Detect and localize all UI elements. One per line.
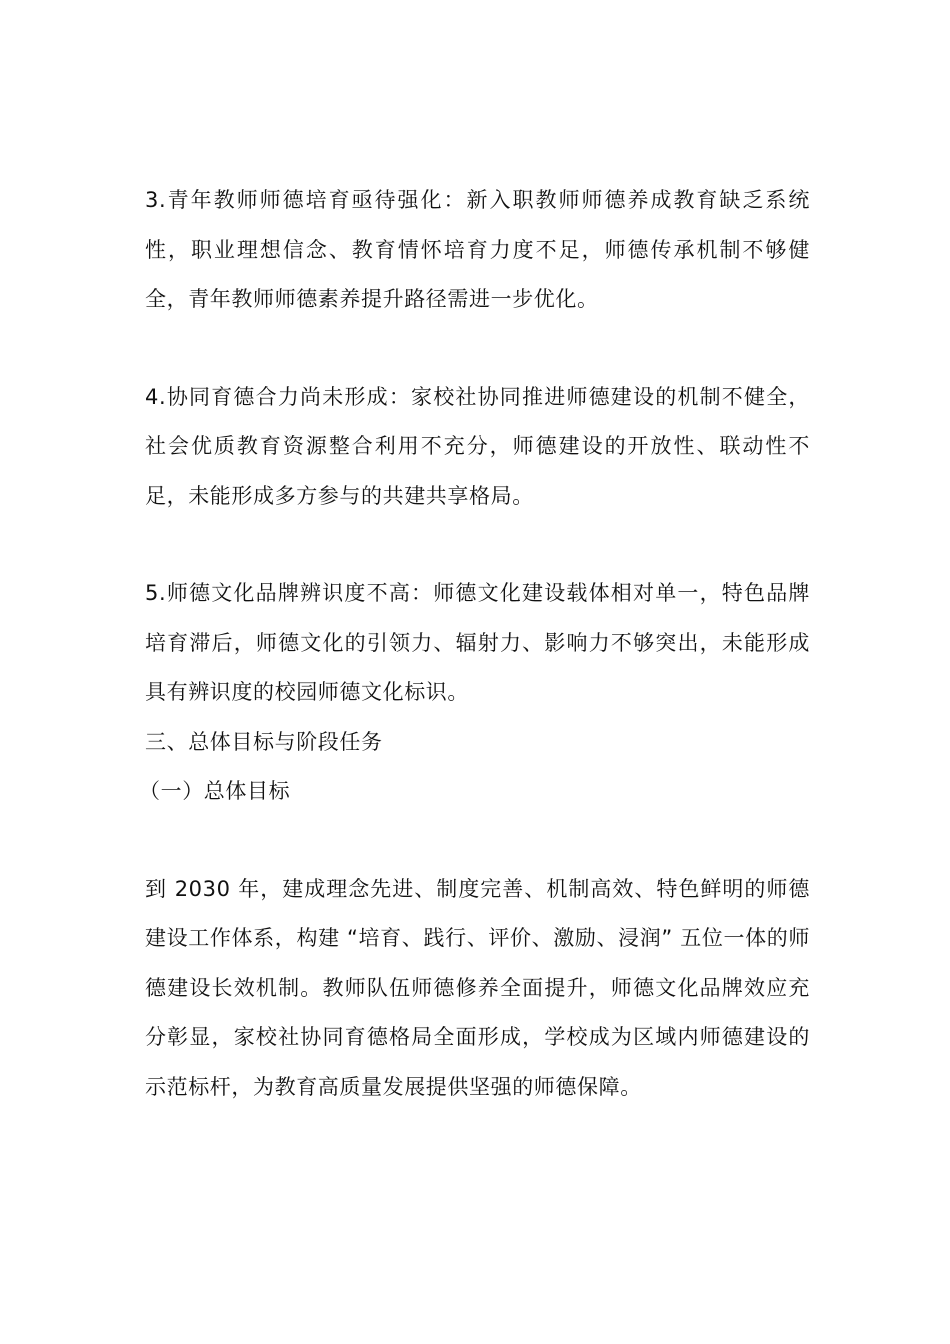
paragraph-item-4: 4.协同育德合力尚未形成：家校社协同推进师德建设的机制不健全，社会优质教育资源整合利用不充分，师德建设的开放性、联动性不足，未能形成多方参与的共建共享格局。 xyxy=(145,384,810,508)
document-body xyxy=(139,176,810,1112)
goal-paragraph: 到 2030 年，建成理念先进、制度完善、机制高效、特色鲜明的师德建设工作体系，构建 “培育、践行、评价、激励、浸润” 五位一体的师德建设长效机制。教师队伍师德修养全面提升，师德文化品牌效应充分彰显，家校社协同育德格局全面形成，学校成为区域内师德建设的示范标杆，为教育高质量发展提供坚强的师德保障。 xyxy=(145,876,810,1099)
paragraph-item-5: 5.师德文化品牌辨识度不高：师德文化建设载体相对单一，特色品牌培育滞后，师德文化的引领力、辐射力、影响力不够突出，未能形成具有辨识度的校园师德文化标识。 xyxy=(145,581,810,704)
paragraph-item-3: 3.青年教师师德培育亟待强化：新入职教师师德养成教育缺乏系统性，职业理想信念、教育情怀培育力度不足，师德传承机制不够健全，青年教师师德素养提升路径需进一步优化。 xyxy=(145,188,810,311)
subsection-heading: （一）总体目标 xyxy=(139,779,291,803)
section-heading: 三、总体目标与阶段任务 xyxy=(145,729,383,754)
